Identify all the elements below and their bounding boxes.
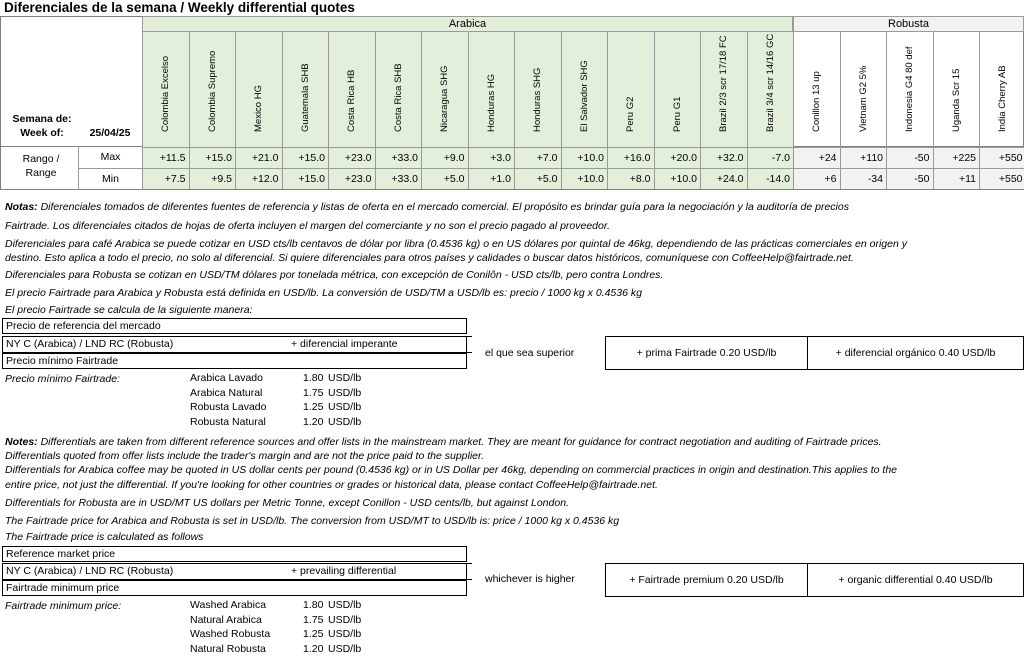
price-unit: USD/lb <box>328 628 362 640</box>
cell-min-honduras-shg: +5.0 <box>514 168 561 189</box>
week-label <box>7 112 77 140</box>
cell-max-brazil-2-3-scr-17-18-fc: +32.0 <box>700 147 747 168</box>
note-text: The Fairtrade price for Arabica and Robusta is set in USD/lb. The conversion from USD/MT to USD/lb is: price / 1000 kg x 0.4536 kg <box>5 515 620 527</box>
box-ref-es: Precio de referencia del mercado <box>2 318 467 334</box>
price-name: Robusta Natural <box>190 415 266 428</box>
cell-max-colombia-excelso: +11.5 <box>142 147 189 168</box>
note-text: Diferenciales para café Arabica se puede cotizar en USD cts/lb centavos de dólar por libra (0.4536 kg) o en US dólares por quintal de 46kg, dependiendo de las prácticas comerciales en origen y <box>5 238 907 250</box>
note-text: entire price, not just the differential. If you're looking for other countries or grades or historical data, please contact CoffeeHelp@fairtrade.net. <box>5 479 658 491</box>
column-header-label: India Cherry AB <box>997 65 1009 132</box>
note-line <box>5 531 203 544</box>
box-diff-es: + diferencial imperante <box>291 338 398 350</box>
cell-max-el-salvador-shg: +10.0 <box>561 147 608 168</box>
week-label-en: Week of: <box>20 127 64 139</box>
price-name: Washed Robusta <box>190 628 271 640</box>
price-name: Natural Robusta <box>190 642 266 655</box>
cell-max-brazil-3-4-scr-14-16-gc: -7.0 <box>747 147 794 168</box>
column-header-label: Colombia Excelso <box>160 55 172 132</box>
row-min-label: Min <box>78 168 142 189</box>
column-header-el-salvador-shg <box>561 32 608 147</box>
column-header-label: Colombia Supremo <box>206 50 218 132</box>
price-unit: USD/lb <box>328 613 362 626</box>
note-line <box>5 464 897 477</box>
cell-min-el-salvador-shg: +10.0 <box>561 168 608 189</box>
column-header-label: Honduras HG <box>485 73 497 132</box>
cell-max-india-cherry-ab: +550 <box>979 147 1024 168</box>
row-max-label: Max <box>78 147 142 168</box>
column-header-honduras-hg <box>468 32 515 147</box>
column-header-mexico-hg <box>235 32 282 147</box>
note-line <box>5 220 610 233</box>
organic-box-en: + organic differential 0.40 USD/lb <box>807 563 1024 597</box>
box-min-es: Precio mínimo Fairtrade <box>2 353 467 369</box>
premium-box-en: + Fairtrade premium 0.20 USD/lb <box>605 563 808 597</box>
cell-max-mexico-hg: +21.0 <box>235 147 282 168</box>
column-header-label: Honduras SHG <box>532 67 544 132</box>
cell-min-mexico-hg: +12.0 <box>235 168 282 189</box>
box-nyc-es <box>2 336 467 353</box>
price-name: Robusta Lavado <box>190 401 267 413</box>
note-line <box>5 515 619 528</box>
price-name: Arabica Natural <box>190 386 263 399</box>
price-value: 1.20 <box>303 415 324 428</box>
column-header-honduras-shg <box>514 32 561 147</box>
column-header-peru-g2 <box>607 32 654 147</box>
column-header-label: Conillon 13 up <box>811 71 823 132</box>
cell-max-indonesia-g4-80-def: -50 <box>886 147 933 168</box>
whichever-es: el que sea superior <box>485 347 575 359</box>
cell-max-honduras-shg: +7.0 <box>514 147 561 168</box>
price-value: 1.80 <box>303 372 324 384</box>
column-header-conillon-13-up <box>793 32 840 147</box>
connector-es <box>467 336 472 353</box>
cell-min-uganda-scr-15: +11 <box>933 168 980 189</box>
box-nyc-en <box>2 563 467 580</box>
group-header-arabica: Arabica <box>142 16 793 32</box>
column-header-vietnam-g2-5 <box>840 32 887 147</box>
cell-min-honduras-hg: +1.0 <box>468 168 515 189</box>
cell-min-vietnam-g2-5: -34 <box>840 168 887 189</box>
column-header-label: Nicaragua SHG <box>439 65 451 132</box>
column-header-guatemala-shb <box>282 32 329 147</box>
notes-label: Notes: <box>5 436 38 448</box>
min-price-label-es: Precio mínimo Fairtrade: <box>5 373 120 385</box>
cell-min-colombia-supremo: +9.5 <box>189 168 236 189</box>
note-line <box>5 269 663 282</box>
cell-max-conillon-13-up: +24 <box>793 147 840 168</box>
note-text: El precio Fairtrade se calcula de la siguiente manera: <box>5 304 253 316</box>
cell-max-peru-g2: +16.0 <box>607 147 654 168</box>
column-header-label: Costa Rica HB <box>346 69 358 132</box>
note-line <box>5 436 882 449</box>
column-header-colombia-supremo <box>189 32 236 147</box>
note-text: Differentials quoted from offer lists include the trader's margin and are not the price paid to the supplier. <box>5 450 485 462</box>
column-header-colombia-excelso <box>142 32 189 147</box>
price-unit: USD/lb <box>328 401 362 413</box>
column-header-costa-rica-shb <box>375 32 422 147</box>
premium-box-es: + prima Fairtrade 0.20 USD/lb <box>605 336 808 370</box>
note-text: Diferenciales tomados de diferentes fuentes de referencia y listas de oferta en el mercado comercial. El propósito es brindar guía para la negociación y la auditoría de precios <box>40 201 849 213</box>
connector-en <box>467 563 472 580</box>
column-header-label: Uganda Scr 15 <box>950 68 962 132</box>
note-line <box>5 287 642 300</box>
cell-min-peru-g2: +8.0 <box>607 168 654 189</box>
cell-max-costa-rica-hb: +23.0 <box>328 147 375 168</box>
price-name: Arabica Lavado <box>190 372 263 384</box>
price-name: Washed Arabica <box>190 599 267 611</box>
whichever-en: whichever is higher <box>485 573 575 585</box>
column-header-uganda-scr-15 <box>933 32 980 147</box>
note-text: Fairtrade. Los diferenciales citados de hojas de oferta incluyen el margen del comerciante y no son el precio pagado al proveedor. <box>5 220 610 232</box>
column-header-label: Mexico HG <box>253 85 265 132</box>
column-header-label: Vietnam G2 5% <box>857 65 869 132</box>
cell-min-india-cherry-ab: +550 <box>979 168 1024 189</box>
note-text: Differentials for Arabica coffee may be quoted in US dollar cents per pound (0.4536 kg) or in US Dollar per 46kg, depending on commercial practices in origin and destination.This applies to the <box>5 464 898 476</box>
page-title: Diferenciales de la semana / Weekly differential quotes <box>4 0 355 15</box>
range-label: Rango / Range <box>22 153 60 179</box>
note-line <box>5 497 569 510</box>
box-min-en: Fairtrade minimum price <box>2 580 467 596</box>
price-value: 1.80 <box>303 599 324 611</box>
cell-min-guatemala-shb: +15.0 <box>282 168 329 189</box>
column-header-peru-g1 <box>654 32 701 147</box>
price-unit: USD/lb <box>328 372 362 384</box>
column-header-label: Guatemala SHB <box>299 63 311 132</box>
cell-max-guatemala-shb: +15.0 <box>282 147 329 168</box>
column-header-india-cherry-ab <box>979 32 1024 147</box>
organic-box-es: + diferencial orgánico 0.40 USD/lb <box>807 336 1024 370</box>
price-unit: USD/lb <box>328 599 362 611</box>
note-text: Differentials are taken from different reference sources and offer lists in the mainstream market. They are meant for guidance for contract negotiation and auditing of Fairtrade prices. <box>40 436 882 448</box>
note-text: Diferenciales para Robusta se cotizan en USD/TM dólares por tonelada métrica, con excepción de Conilôn - USD cts/lb, pero contra Londres. <box>5 269 664 281</box>
note-text: destino. Esto aplica a todo el precio, no solo al diferencial. Si quiere diferenciales para otros países y calidades o buscar datos históricos, comuníquese con CoffeeHelp@fairtrade.net. <box>5 252 854 264</box>
box-ref-en: Reference market price <box>2 546 467 562</box>
price-value: 1.25 <box>303 628 324 640</box>
box-nyc-es-text: NY C (Arabica) / LND RC (Robusta) <box>6 338 174 350</box>
price-value: 1.25 <box>303 401 324 413</box>
column-header-costa-rica-hb <box>328 32 375 147</box>
column-header-label: Peru G2 <box>625 96 637 132</box>
cell-min-brazil-3-4-scr-14-16-gc: -14.0 <box>747 168 794 189</box>
price-value: 1.75 <box>303 613 324 626</box>
column-header-label: Costa Rica SHB <box>392 63 404 132</box>
cell-max-costa-rica-shb: +33.0 <box>375 147 422 168</box>
week-date: 25/04/25 <box>89 127 131 139</box>
cell-min-nicaragua-shg: +5.0 <box>421 168 468 189</box>
column-header-label: Indonesia G4 80 def <box>904 46 916 132</box>
column-header-nicaragua-shg <box>421 32 468 147</box>
box-diff-en: + prevailing differential <box>291 565 397 577</box>
cell-min-peru-g1: +10.0 <box>654 168 701 189</box>
price-value: 1.75 <box>303 386 324 399</box>
price-unit: USD/lb <box>328 386 362 399</box>
note-line <box>5 201 849 214</box>
column-header-label: Peru G1 <box>671 96 683 132</box>
cell-min-costa-rica-shb: +33.0 <box>375 168 422 189</box>
cell-max-uganda-scr-15: +225 <box>933 147 980 168</box>
cell-max-colombia-supremo: +15.0 <box>189 147 236 168</box>
cell-max-honduras-hg: +3.0 <box>468 147 515 168</box>
price-unit: USD/lb <box>328 642 362 655</box>
cell-max-vietnam-g2-5: +110 <box>840 147 887 168</box>
notes-label: Notas: <box>5 201 38 213</box>
note-text: Differentials for Robusta are in USD/MT US dollars per Metric Tonne, except Conillon - USD cents/lb, but against London. <box>5 497 569 509</box>
column-header-label: Brazil 3/4 scr 14/16 GC <box>764 33 776 132</box>
price-value: 1.20 <box>303 642 324 655</box>
box-nyc-en-text: NY C (Arabica) / LND RC (Robusta) <box>6 565 174 577</box>
note-line <box>5 238 907 251</box>
week-label-es: Semana de: <box>12 113 72 125</box>
note-line <box>5 479 658 492</box>
price-name: Natural Arabica <box>190 613 262 626</box>
column-header-label: El Salvador SHG <box>578 60 590 132</box>
note-text: El precio Fairtrade para Arabica y Robusta está definida en USD/lb. La conversión de USD/TM a USD/lb es: precio / 1000 kg x 0.4536 kg <box>5 287 642 299</box>
note-line <box>5 450 484 463</box>
cell-max-peru-g1: +20.0 <box>654 147 701 168</box>
cell-min-brazil-2-3-scr-17-18-fc: +24.0 <box>700 168 747 189</box>
cell-min-colombia-excelso: +7.5 <box>142 168 189 189</box>
cell-max-nicaragua-shg: +9.0 <box>421 147 468 168</box>
column-header-brazil-3-4-scr-14-16-gc <box>747 32 794 147</box>
column-header-indonesia-g4-80-def <box>886 32 933 147</box>
note-line <box>5 304 252 317</box>
min-price-label-en: Fairtrade minimum price: <box>5 600 122 612</box>
column-header-brazil-2-3-scr-17-18-fc <box>700 32 747 147</box>
cell-min-costa-rica-hb: +23.0 <box>328 168 375 189</box>
column-header-label: Brazil 2/3 scr 17/18 FC <box>718 35 730 132</box>
note-text: The Fairtrade price is calculated as follows <box>5 531 204 543</box>
group-header-robusta: Robusta <box>793 16 1024 32</box>
cell-min-indonesia-g4-80-def: -50 <box>886 168 933 189</box>
price-unit: USD/lb <box>328 415 362 428</box>
cell-min-conillon-13-up: +6 <box>793 168 840 189</box>
note-line <box>5 252 854 265</box>
